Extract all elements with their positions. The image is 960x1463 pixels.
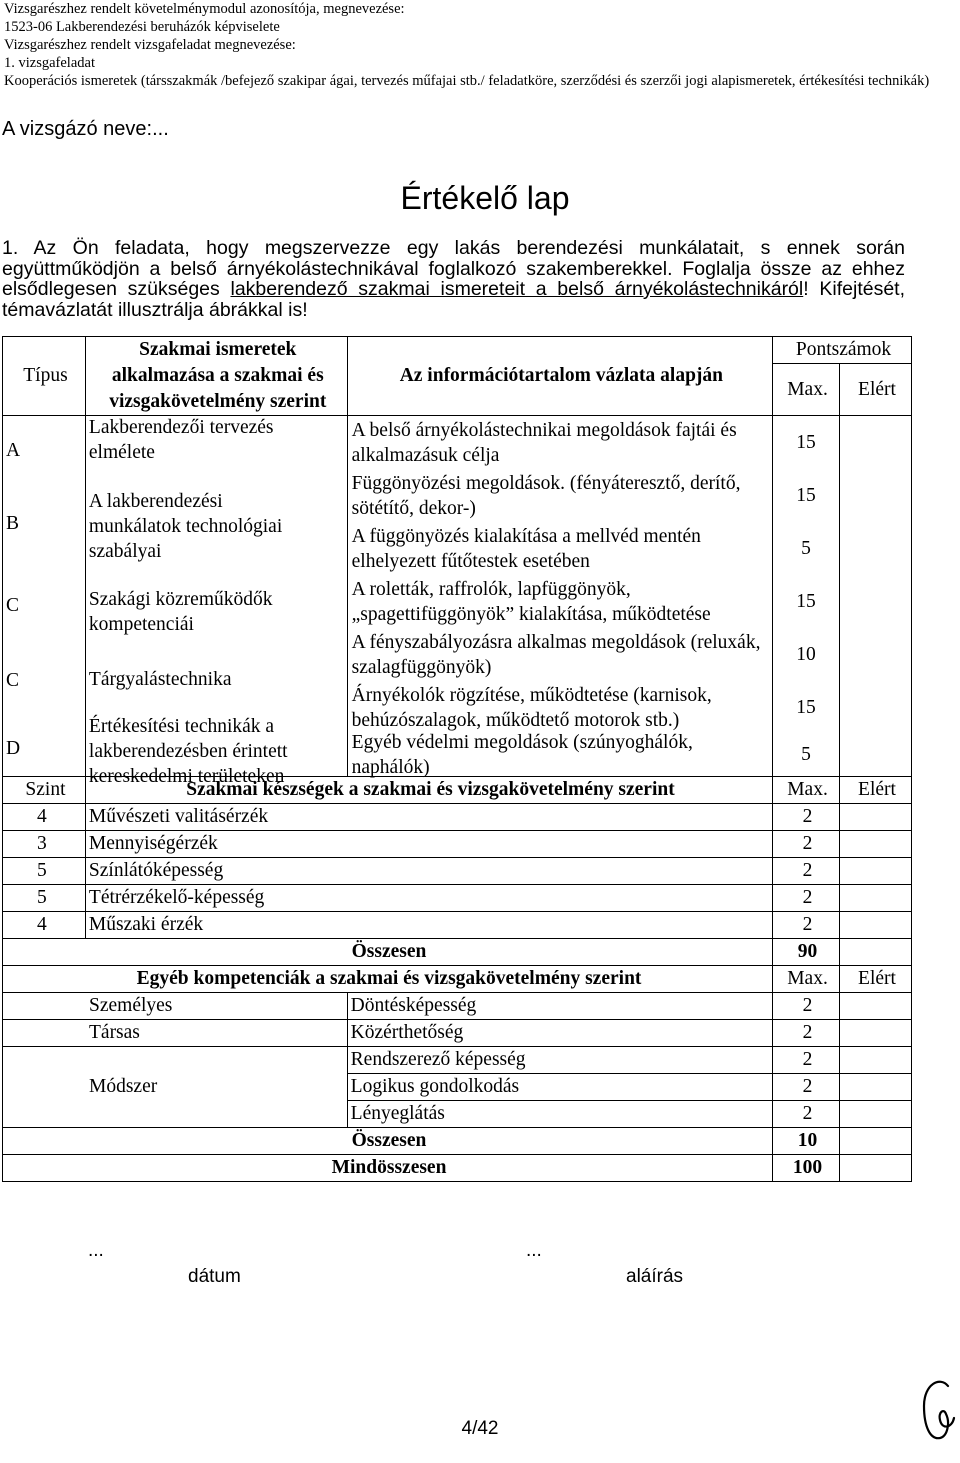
max-cell: 2 — [773, 1074, 840, 1101]
examinee-name-field[interactable]: A vizsgázó neve:... — [2, 118, 169, 140]
header-line: Kooperációs ismeretek (társszakmák /befejező szakipar ágai, tervezés műfajai stb./ feladatköre, szerződési és szerzői jogi alapismeretek, értékesítési technikák) — [4, 73, 930, 89]
competency-group: Személyes — [3, 993, 348, 1020]
max-cell: 5 — [801, 744, 811, 765]
skill-name: Mennyiségérzék — [85, 831, 772, 858]
type-header: Típus — [3, 337, 86, 416]
header-line: 1. vizsgafeladat — [4, 55, 95, 71]
competency-item: Döntésképesség — [347, 993, 772, 1020]
header-line: 1523-06 Lakberendezési beruházók képviselete — [4, 19, 280, 35]
header-line: Vizsgarészhez rendelt vizsgafeladat megnevezése: — [4, 37, 296, 53]
competency-item: Lényeglátás — [347, 1101, 772, 1128]
date-dots: ... — [88, 1240, 104, 1261]
info-cell: A fényszabályozásra alkalmas megoldások (reluxák, szalagfüggönyök) — [351, 631, 761, 678]
type-cell: C — [6, 670, 20, 691]
max-cell: 2 — [773, 1047, 840, 1074]
level-cell: 4 — [3, 804, 86, 831]
page-title: Értékelő lap — [400, 180, 570, 216]
competency-item: Logikus gondolkodás — [347, 1074, 772, 1101]
signature-label: aláírás — [626, 1266, 684, 1287]
max-column — [773, 416, 840, 777]
info-cell: A belső árnyékolástechnikai megoldások fajtái és alkalmazásuk célja — [351, 419, 737, 466]
max-cell: 2 — [773, 912, 840, 939]
grand-total-value: 100 — [773, 1155, 840, 1182]
knowledge-column — [85, 416, 347, 787]
date-label: dátum — [188, 1266, 241, 1287]
got-cell[interactable] — [840, 885, 912, 912]
max-header: Max. — [773, 777, 840, 804]
skills-total-label: Összesen — [3, 939, 773, 966]
max-cell: 15 — [796, 590, 816, 612]
other-total-value: 10 — [773, 1128, 840, 1155]
knowledge-cell: A lakberendezési munkálatok technológiai szabályai — [88, 491, 283, 562]
document-header — [4, 0, 954, 90]
level-cell: 5 — [3, 885, 86, 912]
max-cell: 2 — [773, 993, 840, 1020]
max-cell: 10 — [796, 643, 816, 665]
got-cell[interactable] — [840, 1020, 912, 1047]
skill-name: Műszaki érzék — [85, 912, 772, 939]
task-text: 1. Az Ön feladata, hogy megszervezze egy lakás berendezési munkálatait, s ennek során együttműködjön a belső árnyékolástechnikával foglalkozó szakemberekkel. Foglalja össze az ehhez elsődlegesen szükséges — [2, 237, 905, 300]
knowledge-cell: Lakberendezői tervezés elmélete — [88, 417, 274, 463]
info-cell: A roletták, raffrolók, lapfüggönyök, „spagettifüggönyök” kialakítása, működtetése — [351, 578, 711, 625]
task-underlined-text: lakberendező szakmai ismereteit a belső árnyékolástechnikáról — [230, 278, 804, 300]
max-cell: 15 — [796, 431, 816, 453]
got-cell[interactable] — [840, 912, 912, 939]
knowledge-cell: Tárgyalástechnika — [88, 669, 232, 690]
got-cell[interactable] — [840, 1101, 912, 1128]
got-header: Elért — [840, 966, 912, 993]
knowledge-header: Szakmai ismeretek alkalmazása a szakmai és vizsgakövetelmény szerint — [85, 337, 347, 416]
max-header: Max. — [773, 364, 840, 416]
type-cell: B — [6, 513, 20, 534]
skills-header: Szakmai készségek a szakmai és vizsgakövetelmény szerint — [85, 777, 772, 804]
type-cell: D — [6, 738, 21, 759]
got-cell[interactable] — [840, 1128, 912, 1155]
competency-group: Társas — [3, 1020, 348, 1047]
max-header: Max. — [773, 966, 840, 993]
page-number: 4/42 — [461, 1418, 499, 1439]
points-header: Pontszámok — [773, 337, 912, 364]
skill-name: Művészeti valitásérzék — [85, 804, 772, 831]
other-total-label: Összesen — [3, 1128, 773, 1155]
info-header: Az információtartalom vázlata alapján — [347, 337, 772, 416]
type-cell: C — [6, 595, 20, 616]
max-cell: 2 — [773, 831, 840, 858]
got-cell[interactable] — [840, 416, 912, 777]
got-cell[interactable] — [840, 993, 912, 1020]
level-header: Szint — [3, 777, 86, 804]
got-cell[interactable] — [840, 1047, 912, 1074]
skill-name: Tétrérzékelő-képesség — [85, 885, 772, 912]
knowledge-cell: Szakági közreműködők kompetenciái — [88, 589, 273, 635]
signature-dots: ... — [526, 1240, 542, 1261]
task-description — [2, 238, 905, 320]
competency-item: Rendszerező képesség — [347, 1047, 772, 1074]
got-cell[interactable] — [840, 804, 912, 831]
got-cell[interactable] — [840, 1155, 912, 1182]
header-line: Vizsgarészhez rendelt követelménymodul azonosítója, megnevezése: — [4, 1, 405, 17]
competency-item: Közérthetőség — [347, 1020, 772, 1047]
level-cell: 5 — [3, 858, 86, 885]
got-cell[interactable] — [840, 939, 912, 966]
info-cell: Függönyözési megoldások. (fényáteresztő, derítő, sötétítő, dekor-) — [351, 472, 741, 519]
got-header: Elért — [840, 364, 912, 416]
level-cell: 4 — [3, 912, 86, 939]
evaluation-table — [2, 336, 912, 1182]
max-cell: 15 — [796, 484, 816, 506]
info-cell: Árnyékolók rögzítése, működtetése (karnisok, behúzószalagok, működtető motorok stb.) — [351, 684, 712, 731]
type-cell: A — [6, 440, 21, 461]
grand-total-label: Mindösszesen — [3, 1155, 773, 1182]
info-cell: Egyéb védelmi megoldások (szúnyoghálók, naphálók) — [351, 732, 693, 778]
got-cell[interactable] — [840, 831, 912, 858]
max-cell: 2 — [773, 804, 840, 831]
max-cell: 2 — [773, 1020, 840, 1047]
info-column — [347, 416, 772, 777]
max-cell: 15 — [796, 696, 816, 718]
type-column — [3, 416, 86, 777]
level-cell: 3 — [3, 831, 86, 858]
got-header: Elért — [840, 777, 912, 804]
knowledge-cell: Értékesítési technikák a lakberendezésben érintett kereskedelmi területeken — [88, 716, 288, 787]
max-cell: 2 — [773, 1101, 840, 1128]
task-text: ! Kifejtését, témavázlatát illusztrálja ábrákkal is! — [2, 278, 906, 321]
max-cell: 5 — [801, 537, 811, 559]
skills-total-value: 90 — [773, 939, 840, 966]
other-header: Egyéb kompetenciák a szakmai és vizsgakövetelmény szerint — [3, 966, 773, 993]
info-cell: A függönyözés kialakítása a mellvéd mentén elhelyezett fűtőtestek esetében — [351, 525, 701, 572]
competency-group: Módszer — [3, 1047, 348, 1128]
max-cell: 2 — [773, 858, 840, 885]
max-cell: 2 — [773, 885, 840, 912]
got-cell[interactable] — [840, 1074, 912, 1101]
skill-name: Színlátóképesség — [85, 858, 772, 885]
got-cell[interactable] — [840, 858, 912, 885]
